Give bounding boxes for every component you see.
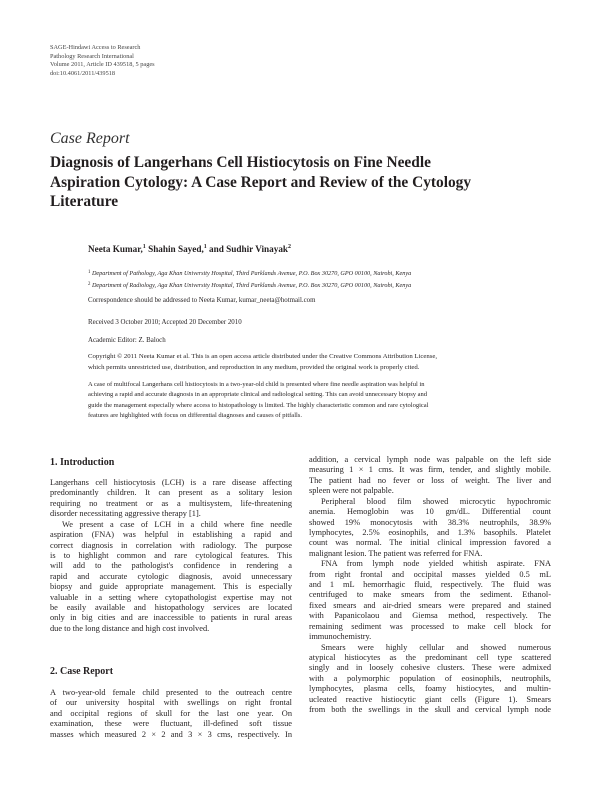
affil-mark: 2	[88, 282, 91, 287]
introduction-body	[50, 478, 292, 634]
text-line: A two-year-old female child presented to the outreach centre	[50, 688, 292, 697]
text-line: immunochemistry.	[309, 632, 372, 642]
academic-editor: Academic Editor: Z. Baloch	[88, 337, 166, 344]
text-line: is to highlight common and rare cytological features. This	[50, 550, 292, 560]
journal-info	[50, 44, 155, 78]
text-line: measuring 1 × 1 cms. It was firm, tender, and slightly mobile.	[309, 465, 551, 475]
title-line: Aspiration Cytology: A Case Report and Review of the Cytology	[50, 173, 472, 191]
text-line: will add to the pathologist's confidence in rendering a	[50, 561, 292, 571]
section-heading: 1. Introduction	[50, 457, 115, 468]
text-line: biopsy and guide appropriate management. This is especially	[50, 582, 292, 592]
text-line: with Papanicolaou and Giemsa method, respectively. The	[309, 611, 551, 621]
affil-mark: 1	[88, 270, 91, 275]
case-report-body	[50, 688, 292, 740]
text-line: We present a case of LCH in a child where fine needle	[62, 519, 292, 529]
author-name: Neeta Kumar,	[88, 244, 143, 254]
abstract-line: achieving a rapid and accurate diagnosis in an appropriate clinical and radiological setting. This can avoid unnecessary biopsy and	[88, 391, 428, 399]
paper-title	[50, 153, 550, 212]
author-name: Shahin Sayed,	[148, 244, 204, 254]
text-line: correct diagnosis in correlation with radiology. The purpose	[50, 540, 292, 550]
text-line: predominantly children. It can present as a solitary lesion	[50, 488, 292, 498]
text-line: The patient had no fever or loss of weight. The liver and	[309, 475, 551, 485]
text-line: masses which measured 2 × 2 and 3 × 3 cms, respectively. In	[50, 729, 292, 739]
text-line: Peripheral blood film showed microcytic hypochromic	[321, 496, 551, 506]
text-line: anemia. Hemoglobin was 10 gm/dL. Differential count	[309, 507, 551, 517]
author-affil-mark: 1	[142, 244, 146, 250]
text-line: from both the swellings in the skull and cervical lymph node	[309, 705, 551, 715]
copyright	[88, 352, 560, 373]
text-line: with a polymorphic population of eosinophils, neutrophils,	[309, 673, 551, 683]
text-line: Langerhans cell histiocytosis (LCH) is a rare disease affecting	[50, 478, 292, 487]
journal-volume: Volume 2011, Article ID 439518, 5 pages	[50, 61, 155, 69]
author-affil-mark: 1	[203, 244, 207, 250]
copyright-line: Copyright © 2011 Neeta Kumar et al. This is an open access article distributed under the Creative Commons Attribution License,	[88, 353, 438, 360]
text-line: ucleated reactive histiocytic giant cells (Figure 1). Smears	[309, 694, 551, 704]
affiliation	[88, 279, 411, 291]
text-line: fixed smears and air-dried smears were prepared and stained	[309, 600, 551, 610]
text-line: only in big cities and are inaccessible to patients in rural areas	[50, 613, 292, 623]
affiliation	[88, 267, 411, 279]
text-line: centrifuged to make smears from the sediment. Ethanol-	[309, 590, 551, 600]
journal-doi: doi:10.4061/2011/439518	[50, 69, 116, 77]
abstract-line: A case of multifocal Langerhans cell histiocytosis in a two-year-old child is presented where fine needle aspiration was helpful in	[88, 381, 425, 388]
text-line: malignant lesion. The patient was referred for FNA.	[309, 548, 483, 558]
title-line: Diagnosis of Langerhans Cell Histiocytosis on Fine Needle	[50, 154, 431, 171]
author-name: and Sudhir Vinayak	[209, 244, 289, 254]
text-line: and 1 mL hemorrhagic fluid, respectively. The fluid was	[309, 580, 551, 590]
text-line: rapid and accurate cytologic diagnosis, avoid unnecessary	[50, 571, 292, 581]
affiliations	[88, 267, 411, 291]
text-line: of our university hospital with swellings on right frontal	[50, 698, 292, 708]
right-column	[309, 455, 551, 716]
text-line: remaining sediment was processed to make cell block for	[309, 621, 551, 631]
article-type: Case Report	[50, 130, 130, 147]
text-line: lymphocytes, plasma cells, foamy histiocytes, and multin-	[309, 684, 551, 694]
section-heading: 2. Case Report	[50, 666, 114, 677]
author-affil-mark: 2	[288, 244, 292, 250]
affiliation-text: Department of Radiology, Aga Khan University Hospital, Third Parklands Avenue, P.O. Box 30270, GPO 00100, Nairobi, Kenya	[91, 282, 412, 289]
journal-publisher: SAGE-Hindawi Access to Research	[50, 44, 141, 51]
text-line: atypical histiocytes as the predominant cell type scattered	[309, 653, 551, 663]
abstract	[88, 380, 560, 421]
text-line: be easily available and histopathology services are located	[50, 603, 292, 613]
text-line: count was normal. The initial clinical impression favored a	[309, 538, 551, 548]
abstract-line: features are highlighted with focus on differential diagnoses and causes of pitfalls.	[88, 411, 302, 419]
text-line: disorder necessitating aggressive therapy [1].	[50, 509, 201, 519]
text-line: from right frontal and occipital masses yielded 0.5 mL	[309, 569, 551, 579]
text-line: singly and in loosely cohesive clusters. These were admixed	[309, 663, 551, 673]
affiliation-text: Department of Pathology, Aga Khan University Hospital, Third Parklands Avenue, P.O. Box 30270, GPO 00100, Nairobi, Kenya	[91, 270, 412, 277]
text-line: lymphocytes, 2.5% eosinophils, and 1.3% basophils. Platelet	[309, 527, 551, 537]
text-line: Smears were highly cellular and showed numerous	[321, 642, 551, 652]
text-line: examination, these were fluctuant, ill-defined soft tissue	[50, 719, 292, 729]
text-line: showed 19% monocytosis with 38.3% neutrophils, 38.9%	[309, 517, 551, 527]
text-line: valuable in a setting where cytopathologist expertise may not	[50, 592, 292, 602]
copyright-line: which permits unrestricted use, distribution, and reproduction in any medium, provided the original work is properly cited.	[88, 363, 420, 371]
received-dates: Received 3 October 2010; Accepted 20 December 2010	[88, 319, 242, 326]
abstract-line: guide the management especially where access to histopathology is limited. The highly characteristic common and rare cytological	[88, 401, 429, 409]
text-line: requiring no treatment or as a multisystem, life-threatening	[50, 498, 292, 508]
title-line: Literature	[50, 193, 119, 210]
text-line: FNA from lymph node yielded whitish aspirate. FNA	[321, 559, 551, 569]
text-line: due to the long distance and high cost involved.	[50, 623, 210, 633]
correspondence: Correspondence should be addressed to Neeta Kumar, kumar_neeta@hotmail.com	[88, 297, 316, 304]
text-line: aspiration (FNA) was helpful in establishing a rapid and	[50, 530, 292, 540]
text-line: and occipital regions of skull for the last one year. On	[50, 708, 292, 718]
text-line: spleen were not palpable.	[309, 486, 394, 496]
journal-name: Pathology Research International	[50, 52, 134, 60]
author-list	[88, 244, 291, 254]
text-line: addition, a cervical lymph node was palpable on the left side	[309, 455, 551, 464]
